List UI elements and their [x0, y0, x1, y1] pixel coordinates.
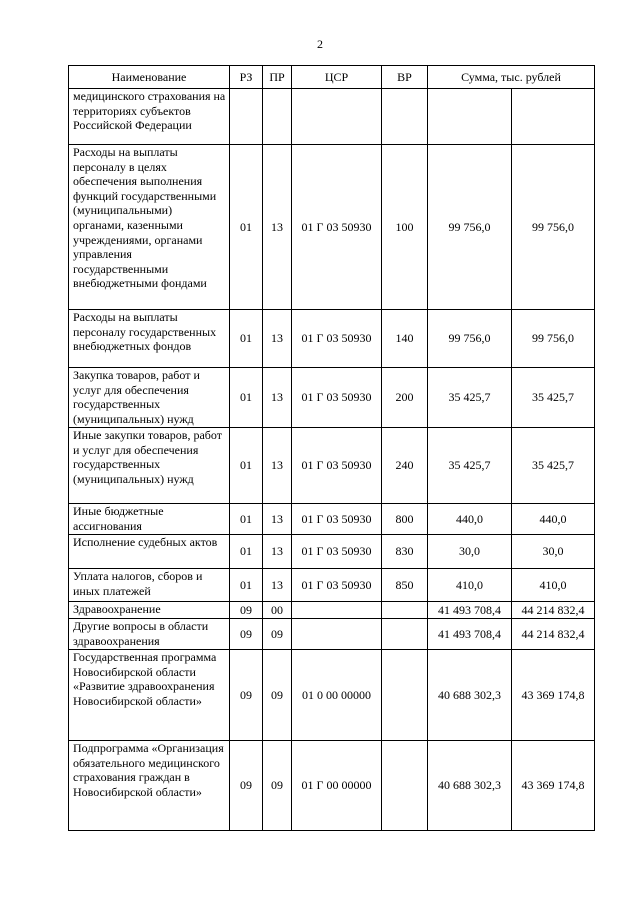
row-name: Другие вопросы в области здравоохранения	[69, 619, 230, 650]
row-rz: 01	[230, 310, 263, 368]
table-row	[69, 310, 595, 368]
row-sum-1: 41 493 708,4	[428, 602, 512, 619]
row-vr	[382, 89, 428, 145]
row-rz: 01	[230, 145, 263, 310]
table-row	[69, 741, 595, 831]
row-sum-2: 410,0	[512, 569, 595, 602]
row-pr: 13	[263, 428, 292, 504]
table-row	[69, 619, 595, 650]
row-sum-2: 99 756,0	[512, 310, 595, 368]
row-name: Иные закупки товаров, работ и услуг для обеспечения государственных (муниципальных) нужд	[69, 428, 230, 504]
row-vr: 830	[382, 535, 428, 569]
row-sum-1	[428, 89, 512, 145]
row-csr	[292, 89, 382, 145]
row-csr: 01 Г 03 50930	[292, 535, 382, 569]
row-csr: 01 Г 03 50930	[292, 145, 382, 310]
row-name: Подпрограмма «Организация обязательного медицинского страхования граждан в Новосибирской области»	[69, 741, 230, 831]
row-csr: 01 Г 03 50930	[292, 428, 382, 504]
row-sum-1: 35 425,7	[428, 428, 512, 504]
row-rz: 01	[230, 368, 263, 428]
table-row	[69, 602, 595, 619]
row-vr: 100	[382, 145, 428, 310]
row-vr: 800	[382, 504, 428, 535]
row-rz: 01	[230, 504, 263, 535]
row-vr: 240	[382, 428, 428, 504]
row-csr: 01 Г 03 50930	[292, 368, 382, 428]
page-number: 2	[317, 37, 323, 51]
header-sum: Сумма, тыс. рублей	[428, 66, 595, 89]
row-sum-2: 35 425,7	[512, 368, 595, 428]
row-name: Иные бюджетные ассигнования	[69, 504, 230, 535]
row-pr: 13	[263, 145, 292, 310]
row-csr: 01 Г 03 50930	[292, 569, 382, 602]
row-sum-2: 440,0	[512, 504, 595, 535]
row-sum-1: 30,0	[428, 535, 512, 569]
row-name: Расходы на выплаты персоналу государственных внебюджетных фондов	[69, 310, 230, 368]
row-sum-2: 43 369 174,8	[512, 741, 595, 831]
budget-table	[68, 65, 595, 831]
row-rz: 09	[230, 741, 263, 831]
row-rz: 09	[230, 650, 263, 741]
row-csr: 01 Г 03 50930	[292, 310, 382, 368]
row-sum-2: 99 756,0	[512, 145, 595, 310]
table-header-row	[69, 66, 595, 89]
row-name: медицинского страхования на территориях субъектов Российской Федерации	[69, 89, 230, 145]
row-sum-2: 44 214 832,4	[512, 619, 595, 650]
row-rz: 09	[230, 602, 263, 619]
table-row	[69, 569, 595, 602]
row-sum-2: 30,0	[512, 535, 595, 569]
row-pr: 09	[263, 619, 292, 650]
table-row	[69, 650, 595, 741]
row-sum-1: 410,0	[428, 569, 512, 602]
row-rz: 01	[230, 569, 263, 602]
row-vr	[382, 741, 428, 831]
row-name: Расходы на выплаты персоналу в целях обеспечения выполнения функций государственными (муниципальными) органами, казенными учреждениями, органами управления государственными внебюджетными фондами	[69, 145, 230, 310]
header-vr: ВР	[382, 66, 428, 89]
row-rz: 09	[230, 619, 263, 650]
row-name: Уплата налогов, сборов и иных платежей	[69, 569, 230, 602]
row-rz	[230, 89, 263, 145]
row-pr: 13	[263, 504, 292, 535]
header-pr: ПР	[263, 66, 292, 89]
row-csr	[292, 602, 382, 619]
row-sum-1: 440,0	[428, 504, 512, 535]
row-pr: 13	[263, 569, 292, 602]
row-vr: 200	[382, 368, 428, 428]
row-csr: 01 0 00 00000	[292, 650, 382, 741]
row-sum-2: 43 369 174,8	[512, 650, 595, 741]
table-row	[69, 428, 595, 504]
row-rz: 01	[230, 428, 263, 504]
row-name: Государственная программа Новосибирской области «Развитие здравоохранения Новосибирской области»	[69, 650, 230, 741]
header-rz: РЗ	[230, 66, 263, 89]
row-name: Здравоохранение	[69, 602, 230, 619]
row-csr: 01 Г 03 50930	[292, 504, 382, 535]
table-row	[69, 145, 595, 310]
row-pr: 13	[263, 535, 292, 569]
row-pr	[263, 89, 292, 145]
row-vr	[382, 602, 428, 619]
row-sum-2: 35 425,7	[512, 428, 595, 504]
row-sum-1: 99 756,0	[428, 310, 512, 368]
table-row	[69, 89, 595, 145]
row-pr: 00	[263, 602, 292, 619]
row-vr: 850	[382, 569, 428, 602]
header-name: Наименование	[69, 66, 230, 89]
row-sum-1: 41 493 708,4	[428, 619, 512, 650]
table-row	[69, 504, 595, 535]
row-csr: 01 Г 00 00000	[292, 741, 382, 831]
row-sum-1: 35 425,7	[428, 368, 512, 428]
table-row	[69, 535, 595, 569]
row-sum-1: 40 688 302,3	[428, 741, 512, 831]
row-name: Исполнение судебных актов	[69, 535, 230, 569]
row-pr: 09	[263, 650, 292, 741]
row-rz: 01	[230, 535, 263, 569]
row-sum-2	[512, 89, 595, 145]
row-name: Закупка товаров, работ и услуг для обеспечения государственных (муниципальных) нужд	[69, 368, 230, 428]
row-sum-1: 99 756,0	[428, 145, 512, 310]
row-vr	[382, 650, 428, 741]
row-vr	[382, 619, 428, 650]
table-row	[69, 368, 595, 428]
row-sum-1: 40 688 302,3	[428, 650, 512, 741]
row-sum-2: 44 214 832,4	[512, 602, 595, 619]
row-pr: 13	[263, 310, 292, 368]
row-pr: 09	[263, 741, 292, 831]
row-vr: 140	[382, 310, 428, 368]
row-pr: 13	[263, 368, 292, 428]
row-csr	[292, 619, 382, 650]
header-csr: ЦСР	[292, 66, 382, 89]
